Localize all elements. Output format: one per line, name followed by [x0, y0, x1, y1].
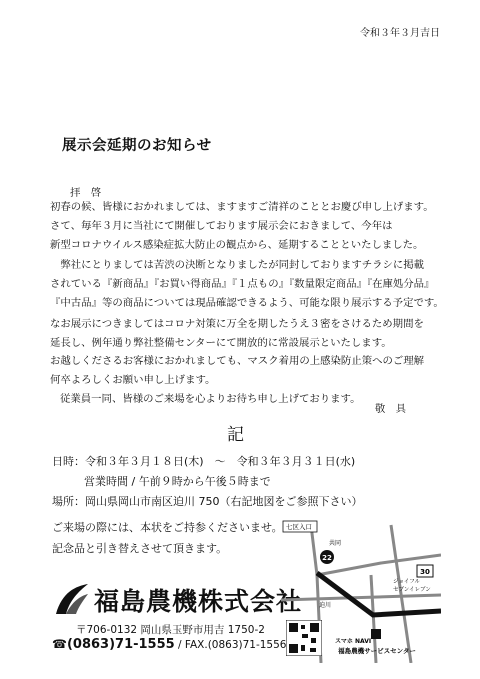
map-main-route	[317, 573, 441, 615]
company-name: 福島農機株式会社	[94, 587, 303, 616]
event-details	[52, 452, 363, 512]
company-logo	[52, 582, 90, 618]
letter-body	[50, 198, 442, 409]
map-label-center: 福島農機サービスセンター	[338, 647, 416, 655]
phone-icon: ☎	[52, 637, 67, 651]
company-address: 〒706-0132 岡山県玉野市用吉 1750-2	[76, 624, 265, 636]
paragraph-line: 従業員一同、皆様のご来場を心よりお待ち申し上げております。	[60, 392, 361, 405]
visit-notes	[52, 518, 283, 559]
phone-number: (0863)71-1555	[66, 637, 175, 652]
map-label-smartnavi: スマホ NAVI	[335, 638, 372, 645]
paragraph-line: されている『新商品』『お買い得商品』『１点もの』『数量限定商品』『在庫処分品』	[50, 278, 435, 291]
qr-code[interactable]	[286, 620, 322, 656]
paragraph-line: 何卒よろしくお願い申し上げます。	[50, 374, 216, 387]
route-22-label: 22	[322, 554, 332, 562]
document-date: 令和３年３月吉日	[360, 28, 440, 39]
greeting: 拝 啓	[70, 187, 102, 199]
map-label-sakoawa: 迫川	[319, 602, 332, 609]
event-place: 場所：岡山県岡山市南区迫川 750（右記地図をご参照下さい）	[52, 495, 363, 508]
ki-heading: 記	[227, 425, 244, 445]
paragraph-line: 新型コロナウイルス感染症拡大防止の観点から、延期することといたしました。	[50, 238, 424, 251]
paragraph-line: さて、毎年３月に当社にて開催しております展示会におきまして、今年は	[50, 219, 393, 232]
map-label-shichifuku: 七区入口	[286, 523, 312, 531]
map-label-seven: セブンイレブン	[393, 587, 431, 593]
event-hours: 営業時間 / 午前９時から午後５時まで	[84, 475, 271, 488]
event-datetime: 日時：令和３年３月１８日(木) ～ 令和３年３月３１日(水)	[52, 455, 356, 468]
paragraph-line: 延長し、例年通り弊社整備センターにて開放的に常設展示といたします。	[50, 336, 392, 349]
paragraph-line: 初春の候、皆様におかれましては、ますますご清祥のこととお慶び申し上げます。	[50, 201, 434, 213]
paragraph-line: お越しくださるお客様におかれましても、マスク着用の上感染防止策へのご理解	[50, 355, 425, 368]
paragraph-line: なお展示につきましてはコロナ対策に万全を期したうえ３密をさけるため期間を	[50, 317, 424, 330]
contact-line	[52, 637, 286, 652]
page-title: 展示会延期のお知らせ	[62, 138, 212, 154]
map-label-joy: ジョイフル	[393, 579, 421, 585]
note-line: 記念品と引き替えさせて頂きます。	[52, 541, 228, 555]
fax-number: / FAX.(0863)71-1556	[174, 639, 287, 651]
closing: 敬 具	[374, 403, 406, 415]
paragraph-line: 弊社にとりましては苦渋の決断となりましたが同封しておりますチラシに掲載	[50, 259, 425, 272]
route-30-label: 30	[420, 568, 430, 576]
map-label-kyodo: 共同	[329, 540, 342, 547]
service-center-marker	[371, 629, 381, 639]
note-line: ご来場の際には、本状をご持参くださいませ。	[52, 521, 283, 534]
paragraph-line: 『中古品』等の商品については現品確認できるよう、可能な限り展示する予定です。	[50, 296, 444, 309]
